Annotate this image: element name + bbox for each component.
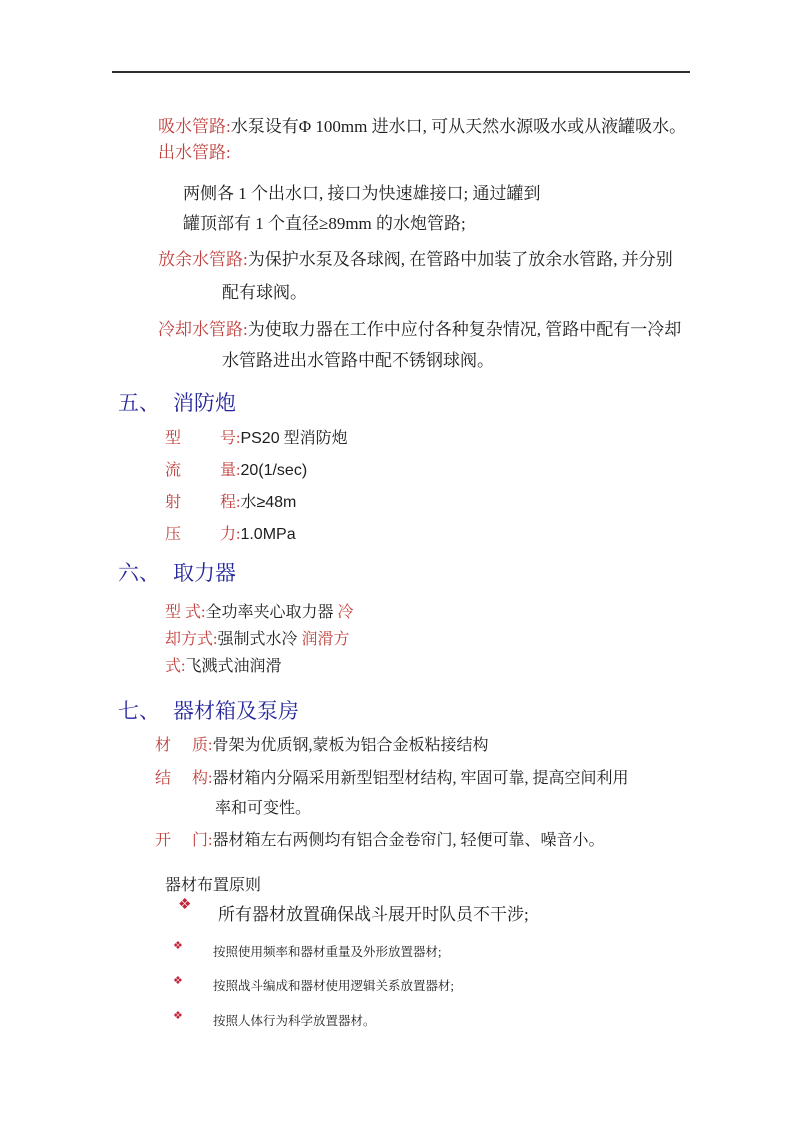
- spec-value: 20(1/sec): [240, 462, 308, 479]
- drain-pipe-text: 为保护水泵及各球阀, 在管路中加装了放余水管路, 并分别: [247, 250, 673, 269]
- pto-line-1: 型 式:全功率夹心取力器 冷: [165, 604, 354, 621]
- principle-item-1: 所有器材放置确保战斗展开时队员不干涉;: [218, 905, 529, 924]
- principle-item-4: 按照人体行为科学放置器材。: [213, 1014, 376, 1028]
- box-row-structure: [155, 770, 628, 789]
- spec-colon: :: [236, 462, 241, 479]
- spec-value: 水≥48m: [240, 494, 297, 511]
- spec-label: 材 质: [155, 737, 208, 754]
- box-row-material: [155, 737, 488, 756]
- section-6-title: 取力器: [173, 561, 236, 585]
- section-7-heading: [118, 699, 299, 724]
- diamond-bullet-icon: ❖: [173, 1010, 183, 1022]
- suction-pipe-line: [158, 117, 686, 137]
- drain-pipe-label: 放余水管路:: [158, 250, 248, 269]
- spec-label: 型 号: [165, 430, 236, 447]
- spec-row-model: [165, 430, 348, 449]
- header-rule: [112, 71, 690, 73]
- spec-colon: :: [236, 494, 241, 511]
- drain-pipe-continuation: 配有球阀。: [222, 283, 307, 302]
- spec-label: 射 程: [165, 494, 236, 511]
- spec-value: 器材箱内分隔采用新型铝型材结构, 牢固可靠, 提高空间利用: [212, 770, 629, 787]
- diamond-bullet-icon: ❖: [173, 975, 183, 987]
- section-7-title: 器材箱及泵房: [173, 699, 299, 723]
- spec-colon: :: [208, 770, 213, 787]
- section-5-heading: [118, 391, 236, 416]
- cooling-pipe-continuation: 水管路进出水管路中配不锈钢球阀。: [222, 351, 494, 370]
- spec-colon: :: [236, 430, 241, 447]
- section-5-title: 消防炮: [173, 391, 236, 415]
- cooling-pipe-label: 冷却水管路:: [158, 320, 248, 339]
- pto-line-2: 却方式:强制式水冷 润滑方: [165, 631, 350, 648]
- principles-title: 器材布置原则: [165, 877, 262, 894]
- diamond-bullet-icon: ❖: [178, 897, 192, 913]
- spec-colon: :: [236, 526, 241, 543]
- suction-pipe-label: 吸水管路:: [158, 117, 231, 136]
- section-5-number: 五、: [118, 391, 160, 415]
- section-6-number: 六、: [118, 561, 160, 585]
- spec-row-flow: [165, 462, 307, 481]
- spec-label: 结 构: [155, 770, 208, 787]
- suction-pipe-text: 水泵设有Φ 100mm 进水口, 可从天然水源吸水或从液罐吸水。: [230, 117, 687, 136]
- principle-item-3: 按照战斗编成和器材使用逻辑关系放置器材;: [213, 979, 454, 993]
- spec-value: PS20 型消防炮: [240, 430, 348, 447]
- spec-row-pressure: [165, 526, 296, 545]
- diamond-bullet-icon: ❖: [173, 940, 183, 952]
- cooling-pipe-line: [158, 320, 681, 340]
- spec-row-range: [165, 494, 296, 513]
- pto-line-3: 式:飞溅式油润滑: [165, 658, 282, 675]
- box-structure-continuation: 率和可变性。: [215, 800, 312, 817]
- spec-colon: :: [208, 832, 213, 849]
- section-7-number: 七、: [118, 699, 160, 723]
- section-6-heading: [118, 561, 236, 586]
- drain-pipe-line: [158, 250, 673, 270]
- spec-value: 骨架为优质钢,蒙板为铝合金板粘接结构: [212, 737, 489, 754]
- cooling-pipe-text: 为使取力器在工作中应付各种复杂情况, 管路中配有一冷却: [247, 320, 682, 339]
- spec-label: 流 量: [165, 462, 236, 479]
- outlet-pipe-label: 出水管路:: [158, 143, 231, 162]
- spec-value: 1.0MPa: [240, 526, 296, 543]
- outlet-detail-line-1: 两侧各 1 个出水口, 接口为快速雄接口; 通过罐到: [183, 184, 541, 203]
- principle-item-2: 按照使用频率和器材重量及外形放置器材;: [213, 945, 442, 959]
- spec-colon: :: [208, 737, 213, 754]
- box-row-door: [155, 832, 604, 851]
- spec-value: 器材箱左右两侧均有铝合金卷帘门, 轻便可靠、噪音小。: [212, 832, 605, 849]
- outlet-detail-line-2: 罐顶部有 1 个直径≥89mm 的水炮管路;: [183, 214, 466, 233]
- spec-label: 开 门: [155, 832, 208, 849]
- spec-label: 压 力: [165, 526, 236, 543]
